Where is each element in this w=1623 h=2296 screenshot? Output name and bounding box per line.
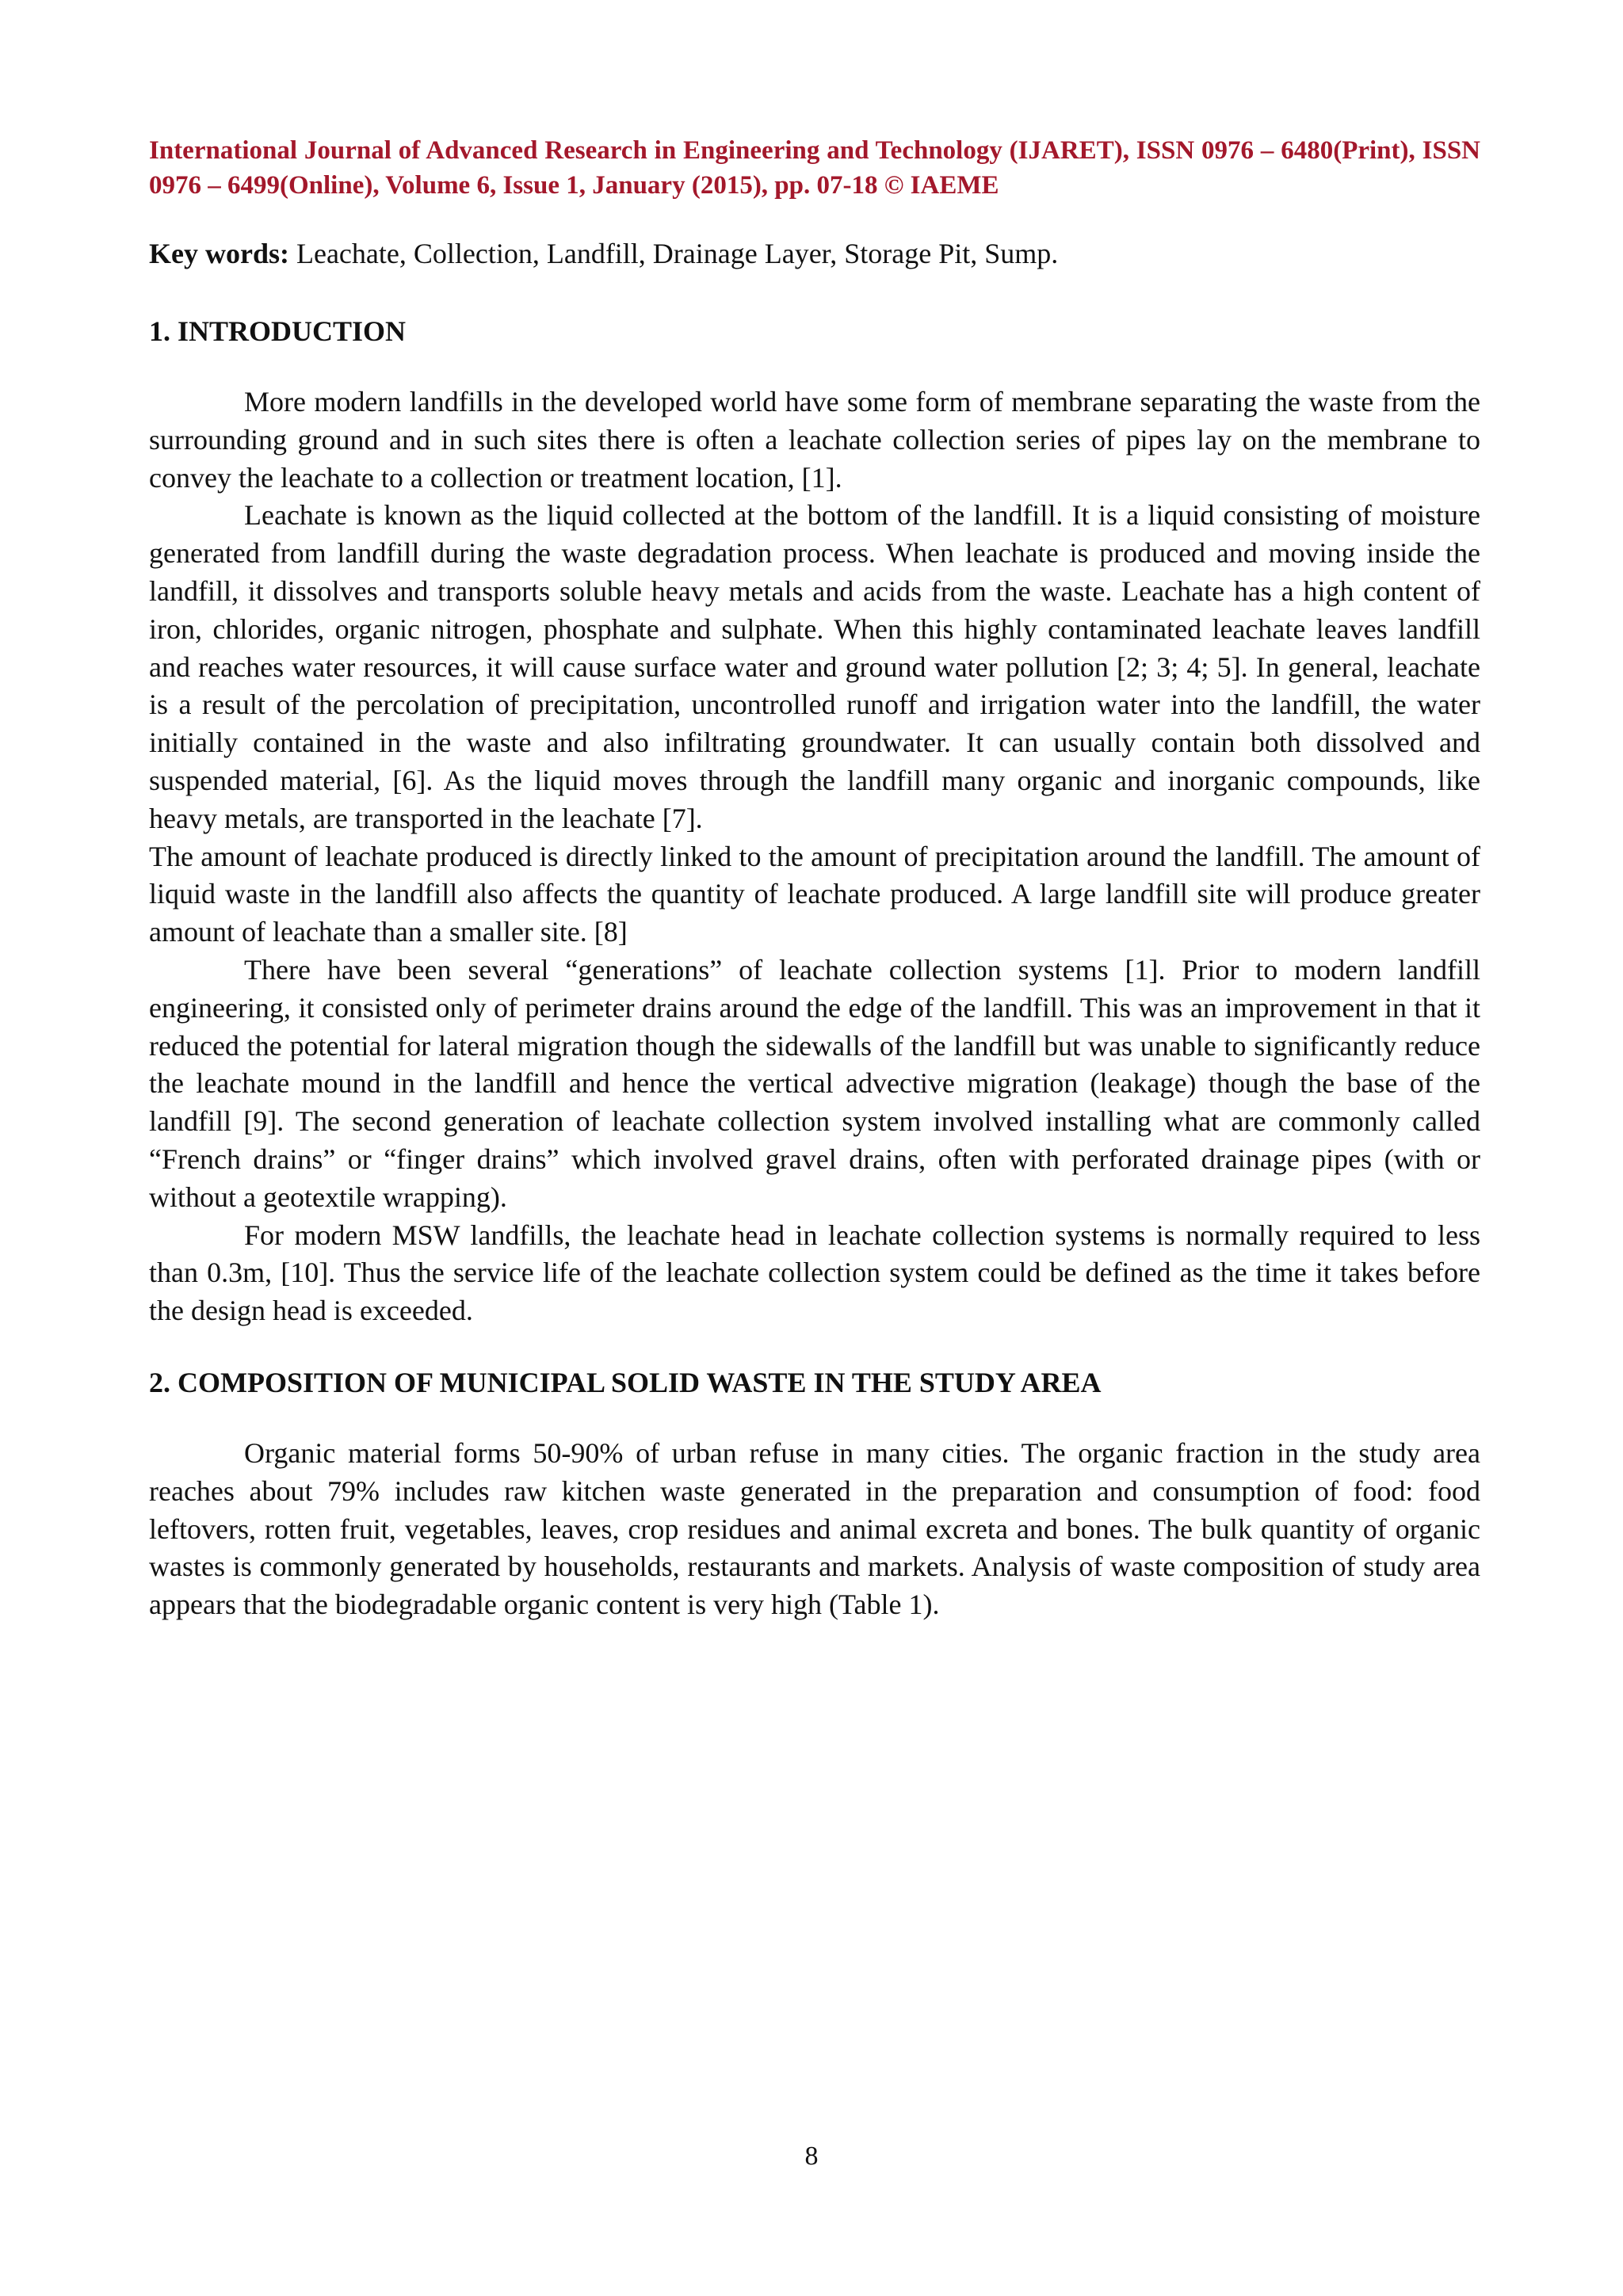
journal-header: International Journal of Advanced Research in Engineering and Technology (IJARET), ISSN 0976 – 6480(Print), ISSN 0976 – 6499(Online), Volume 6, Issue 1, January (2015), pp. 07-18 © IAEME: [149, 136, 1480, 200]
page-number: 8: [804, 2142, 819, 2171]
section-introduction: [149, 312, 1480, 1330]
paragraph: There have been several “generations” of leachate collection systems [1]. Prior to modern landfill engineering, it consisted only of perimeter drains around the edge of the landfill. This was an improvement in that it reduced the potential for lateral migration though the sidewalls of the landfill but was unable to significantly reduce the leachate mound in the landfill and hence the vertical advective migration (leakage) though the base of the landfill [9]. The second generation of leachate collection system involved installing what are commonly called “French drains” or “finger drains” which involved gravel drains, often with perforated drainage pipes (with or without a geotextile wrapping).: [149, 953, 1480, 1213]
paragraph: More modern landfills in the developed world have some form of membrane separating the waste from the surrounding ground and in such sites there is often a leachate collection series of pipes lay on the membrane to convey the leachate to a collection or treatment location, [1].: [149, 386, 1480, 494]
keywords-label: Key words:: [149, 238, 289, 269]
paragraph: The amount of leachate produced is directly linked to the amount of precipitation around the landfill. The amount of liquid waste in the landfill also affects the quantity of leachate produced. A large landfill site will produce greater amount of leachate than a smaller site. [8]: [149, 840, 1480, 948]
keywords-line: [149, 235, 1480, 273]
paragraph: Organic material forms 50-90% of urban refuse in many cities. The organic fraction in the study area reaches about 79% includes raw kitchen waste generated in the preparation and consumption of food: food leftovers, rotten fruit, vegetables, leaves, crop residues and animal excreta and bones. The bulk quantity of organic wastes is commonly generated by households, restaurants and markets. Analysis of waste composition of study area appears that the biodegradable organic content is very high (Table 1).: [149, 1436, 1480, 1621]
page-content: [149, 133, 1480, 1624]
section-composition: [149, 1363, 1480, 1624]
section-heading: 2. COMPOSITION OF MUNICIPAL SOLID WASTE IN THE STUDY AREA: [149, 1366, 1102, 1398]
paragraph: Leachate is known as the liquid collected at the bottom of the landfill. It is a liquid consisting of moisture generated from landfill during the waste degradation process. When leachate is produced and moving inside the landfill, it dissolves and transports soluble heavy metals and acids from the waste. Leachate has a high content of iron, chlorides, organic nitrogen, phosphate and sulphate. When this highly contaminated leachate leaves landfill and reaches water resources, it will cause surface water and ground water pollution [2; 3; 4; 5]. In general, leachate is a result of the percolation of precipitation, uncontrolled runoff and irrigation water into the landfill, the water initially contained in the waste and also infiltrating groundwater. It can usually contain both dissolved and suspended material, [6]. As the liquid moves through the landfill many organic and inorganic compounds, like heavy metals, are transported in the leachate [7].: [149, 499, 1480, 834]
keywords-text: Leachate, Collection, Landfill, Drainage Layer, Storage Pit, Sump.: [288, 238, 1059, 269]
paragraph: For modern MSW landfills, the leachate head in leachate collection systems is normally required to less than 0.3m, [10]. Thus the service life of the leachate collection system could be defined as the time it takes before the design head is exceeded.: [149, 1219, 1480, 1327]
section-heading: 1. INTRODUCTION: [149, 315, 407, 347]
section-spacer: [149, 1330, 1480, 1363]
